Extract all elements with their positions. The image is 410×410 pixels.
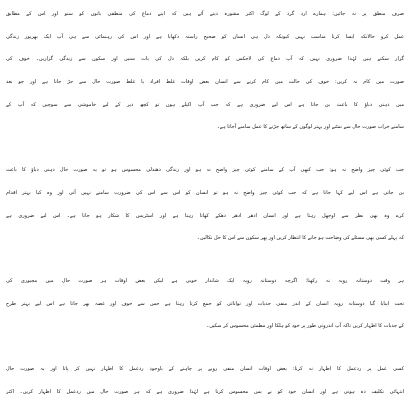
text-line: عمل کرو حالانکہ ایسا کرنا مناسب نہیں کیونکہ دل ہی انسان کو صحیح راستہ دکھاتا ہے اور اس کی رہنمائی سے ہی آپ ایک بھرپور زندگی [6, 33, 404, 40]
text-line: کسی عمل پر ردعمل کا اظہار نہ کرنا: بعض اوقات انسان منفی رویے پر چاہنے کے باوجود ردعمل کا اظہار نہیں کر پاتا اور یہ صورت حال [6, 365, 404, 372]
text-line: بن جاتی ہے اس لیے کہا جاتا ہے کہ جب کوئی چیز واضح نہ ہو تو انسان کو اس سے اس کی ضرورت سامنے نہیں آتی اور وہ کیا بہتر اقدام [6, 189, 404, 196]
text-line: جب کوئی چیز واضح نہ ہو: جب کبھی آپ کے سامنے کوئی چیز واضح نہ ہو اور زندگی دھندلی محسوس ہو تو یہ صورت حال ذہنی دباؤ کا باعث [6, 167, 404, 174]
text-line: انتہائی تکلیف دہ ہوتی ہے اور انسان خود کو بے بس محسوس کرتا ہے لہٰذا ضروری ہے کہ ہر صورت حال میں ردعمل کا اظہار کریں۔ اکثر [6, 388, 404, 395]
text-line: کرے وہ بھی نظر سے اوجھل رہتا ہے اور انسان ادھر ادھر دھکے کھاتا رہتا ہے اور اسٹریس کا شکار ہو جاتا ہے۔ اس لیے ضروری ہے [6, 212, 404, 219]
text-line: کہ پہلے کسی بھی مسئلے کی وضاحت ہو جانے کا انتظار کریں اور پھر سکون سے اس کا حل نکالیں۔ [197, 235, 404, 242]
paragraph [6, 359, 404, 402]
text-line: ہر وقت دوستانہ رویہ نہ رکھنا: اگرچہ دوستانہ رویہ ایک شاندار خوبی ہے لیکن بعض اوقات ہر صورت حال میں مجبوری کی [6, 277, 404, 284]
text-line: میں ذہنی دباؤ کا باعث بن جاتا ہے اس لیے ضروری ہے کہ جب آپ اکیلے ہوں تو کچھ دیر کے لیے خاموشی سے سوچیں کہ آپ کے [6, 101, 404, 108]
paragraph [6, 4, 404, 137]
text-line: صورت میں کام نہ کریں: خوف کی حالت میں کام کرنے سے انسان بعض اوقات غلط افراد یا غلط صورت حال سے جڑ جاتا ہے اور جو بعد [6, 79, 404, 86]
text-line: کے جذبات کا اظہار کریں تاکہ آپ اندرونی طور پر خود کو ہلکا اور مطمئن محسوس کر سکیں۔ [206, 323, 404, 330]
paragraph [6, 271, 404, 336]
text-line: سامنے خراب صورت حال سے نمٹنے اور بہتر لوگوں کے ساتھ جڑنے کا عمل سامنے آجاتا ہے۔ [216, 124, 404, 131]
text-line: گزار سکتے ہیں لہٰذا ضروری نہیں کہ آپ دماغ کی لاجکس کو کام کریں بلکہ دل کی بات سنیں اور سکون سے زندگی گزاریں۔ خوف کی [6, 56, 404, 63]
text-line: تحت اپنایا گیا دوستانہ رویہ انسان کے اندر منفی جذبات اور توانائی کو جمع کرتا رہتا ہے جس سے خوف اور غصہ بھر جاتا ہے اس لیے بہتر طرح [6, 300, 404, 307]
paragraph [6, 160, 404, 248]
text-line: صرف منطق پر نہ جائیں: ہمارے ارد گرد کے لوگ اکثر مشورہ دیتے آئے ہیں کہ اپنے دماغ کی منطقی باتوں کو سنو اور اس کے مطابق [6, 11, 404, 17]
